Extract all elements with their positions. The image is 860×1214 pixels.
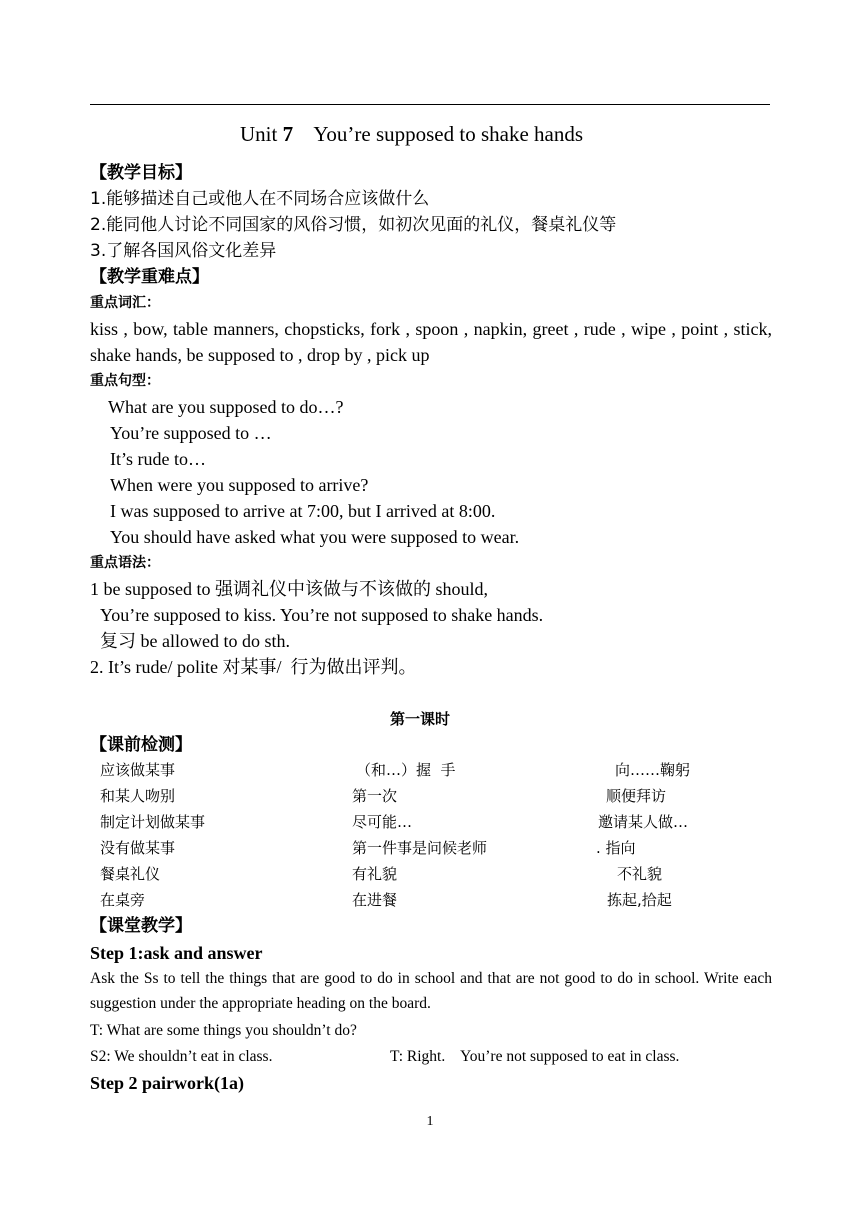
pretest-cell: 和某人吻别	[100, 787, 176, 805]
step1-text: Ask the Ss to tell the things that are good to do in school and that are not good to do in school. Write each suggestion under the appropriate heading on the board.	[90, 970, 772, 1012]
objective-item: 2.能同他人讨论不同国家的风俗习惯，如初次见面的礼仪，餐桌礼仪等	[90, 215, 617, 235]
page-number: 1	[426, 1114, 434, 1129]
objective-item: 1.能够描述自己或他人在不同场合应该做什么	[90, 189, 430, 209]
pretest-cell: （和…）握 手	[356, 761, 456, 779]
header-rule	[90, 104, 770, 105]
grammar-item: 1 be supposed to 强调礼仪中该做与不该做的 should,	[90, 579, 488, 599]
class-heading: 【课堂教学】	[90, 916, 192, 936]
pretest-cell: 第一件事是问候老师	[352, 839, 488, 857]
pretest-cell: . 指向	[596, 839, 636, 857]
grammar-label: 重点语法：	[90, 555, 160, 571]
pretest-cell: 应该做某事	[100, 761, 176, 779]
pretest-cell: 制定计划做某事	[100, 813, 206, 831]
vocab-label: 重点词汇：	[90, 295, 160, 311]
step2-title: Step 2 pairwork(1a)	[90, 1073, 244, 1093]
grammar-item: 复习 be allowed to do sth.	[100, 631, 290, 651]
pretest-cell: 没有做某事	[100, 839, 176, 857]
sentence-item: You should have asked what you were supposed to wear.	[110, 527, 520, 547]
sentence-item: When were you supposed to arrive?	[110, 475, 369, 495]
pretest-cell: 餐桌礼仪	[100, 865, 161, 883]
sentence-item: What are you supposed to do…?	[108, 397, 344, 417]
objectives-heading: 【教学目标】	[90, 163, 192, 183]
sentence-item: I was supposed to arrive at 7:00, but I arrived at 8:00.	[110, 501, 496, 521]
lesson-title: 第一课时	[390, 710, 451, 728]
pretest-heading: 【课前检测】	[90, 735, 192, 755]
sentence-label: 重点句型：	[90, 373, 160, 389]
pretest-cell: 有礼貌	[352, 865, 398, 883]
key-points-heading: 【教学重难点】	[90, 267, 209, 287]
pretest-cell: 不礼貌	[617, 865, 663, 883]
pretest-cell: 顺便拜访	[606, 787, 667, 805]
sentence-item: It’s rude to…	[110, 449, 206, 469]
dialog-line: T: What are some things you shouldn’t do?	[90, 1022, 357, 1039]
grammar-item: 2. It’s rude/ polite 对某事/ 行为做出评判。	[90, 657, 417, 677]
step1-title: Step 1:ask and answer	[90, 943, 263, 963]
page-title: Unit 7 You’re supposed to shake hands	[240, 122, 584, 146]
dialog-line: S2: We shouldn’t eat in class.	[90, 1048, 273, 1065]
grammar-item: You’re supposed to kiss. You’re not supposed to shake hands.	[100, 605, 544, 625]
pretest-cell: 邀请某人做…	[598, 813, 689, 831]
vocab-text: kiss , bow, table manners, chopsticks, fork , spoon , napkin, greet , rude , wipe , point , stick, shake hands, be supposed to , drop by , pick up	[90, 319, 772, 365]
pretest-cell: 第一次	[352, 787, 398, 805]
pretest-cell: 在桌旁	[100, 891, 146, 909]
pretest-cell: 拣起,拾起	[607, 891, 672, 909]
sentence-item: You’re supposed to …	[110, 423, 272, 443]
dialog-line: T: Right. You’re not supposed to eat in class.	[390, 1048, 680, 1065]
objective-item: 3.了解各国风俗文化差异	[90, 241, 277, 261]
pretest-cell: 尽可能…	[352, 813, 413, 831]
pretest-cell: 向……鞠躬	[615, 761, 691, 779]
pretest-cell: 在进餐	[352, 891, 398, 909]
